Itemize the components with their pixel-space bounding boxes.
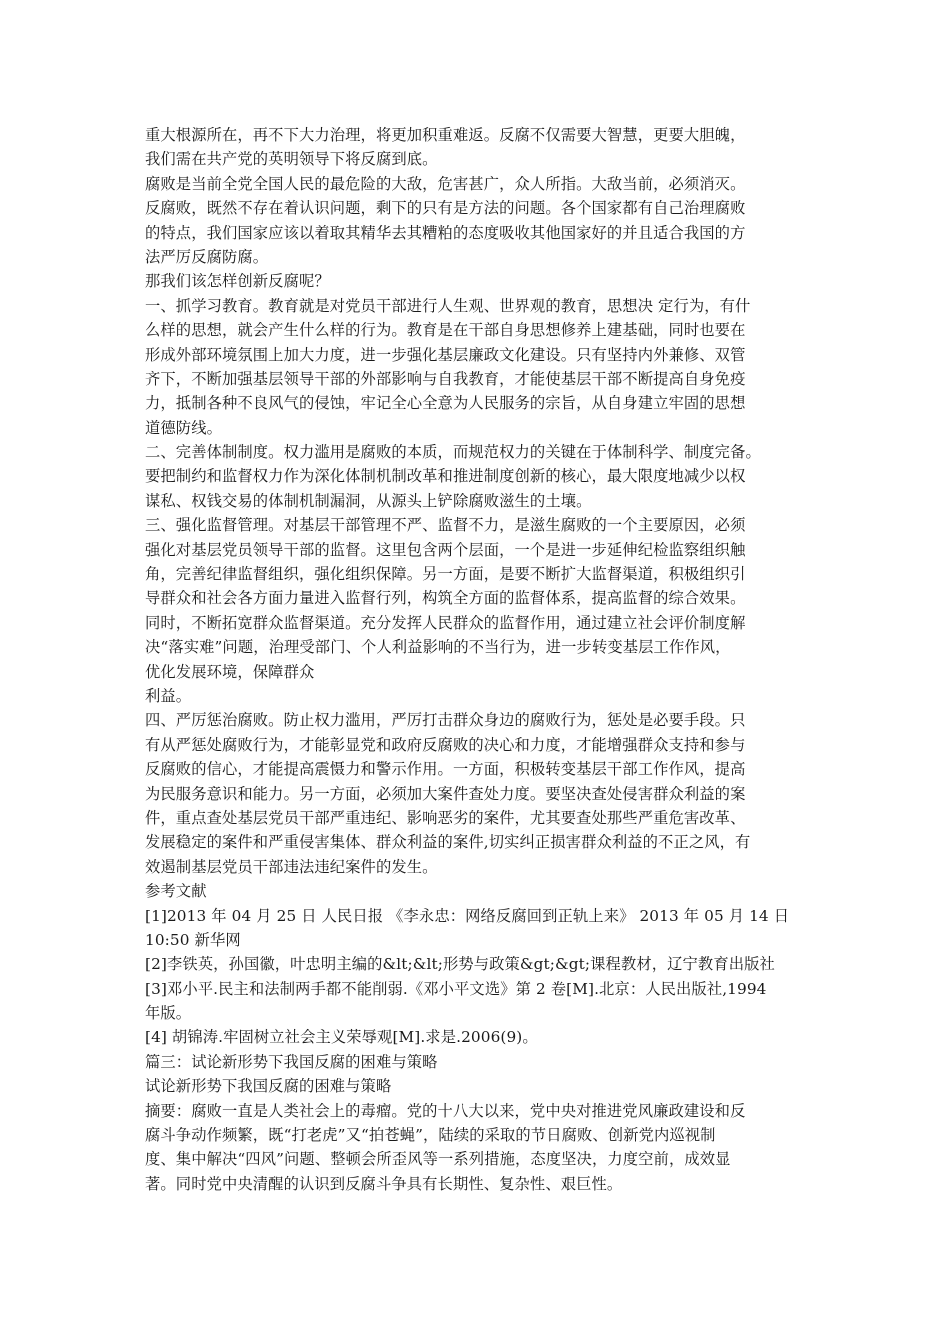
document-body xyxy=(145,123,817,1196)
text-line: 腐败是当前全党全国人民的最危险的大敌，危害甚广，众人所指。大敌当前，必须消灭。 xyxy=(145,174,746,193)
text-line: 有从严惩处腐败行为，才能彰显党和政府反腐败的决心和力度，才能增强群众支持和参与 xyxy=(145,735,746,754)
text-line: 重大根源所在，再不下大力治理，将更加积重难返。反腐不仅需要大智慧，更要大胆魄， xyxy=(145,126,746,144)
text-line: 决“落实难”问题，治理受部门、个人利益影响的不当行为，进一步转变基层工作作风， xyxy=(145,638,731,657)
text-line: 件，重点查处基层党员干部严重违纪、影响恶劣的案件，尤其要查处那些严重危害改革、 xyxy=(145,808,746,827)
text-line: 三、强化监督管理。对基层干部管理不严、监督不力，是滋生腐败的一个主要原因，必须 xyxy=(145,516,746,535)
text-line: 形成外部环境氛围上加大力度，进一步强化基层廉政文化建设。只有坚持内外兼修、双管 xyxy=(145,345,746,364)
text-line: 力，抵制各种不良风气的侵蚀，牢记全心全意为人民服务的宗旨，从自身建立牢固的思想 xyxy=(145,394,746,413)
text-line: 摘要：腐败一直是人类社会上的毒瘤。党的十八大以来，党中央对推进党风廉政建设和反 xyxy=(145,1101,746,1120)
text-line: [4] 胡锦涛.牢固树立社会主义荣辱观[M].求是.2006(9)。 xyxy=(145,1028,538,1047)
text-line: 么样的思想，就会产生什么样的行为。教育是在干部自身思想修养上建基础，同时也要在 xyxy=(145,321,746,340)
text-line: 优化发展环境，保障群众 xyxy=(145,662,315,681)
text-line: 篇三：试论新形势下我国反腐的困难与策略 xyxy=(145,1052,438,1071)
text-line: 腐斗争动作频繁，既“打老虎”又“拍苍蝇”，陆续的采取的节日腐败、创新党内巡视制 xyxy=(145,1126,716,1145)
text-line: 导群众和社会各方面力量进入监督行列，构筑全方面的监督体系，提高监督的综合效果。 xyxy=(145,589,746,608)
text-line: 著。同时党中央清醒的认识到反腐斗争具有长期性、复杂性、艰巨性。 xyxy=(145,1174,623,1193)
text-line: 四、严厉惩治腐败。防止权力滥用，严厉打击群众身边的腐败行为，惩处是必要手段。只 xyxy=(145,711,746,730)
text-line: 角，完善纪律监督组织，强化组织保障。另一方面，是要不断扩大监督渠道，积极组织引 xyxy=(145,565,746,584)
text-line: 10:50 新华网 xyxy=(145,930,241,949)
text-line: 发展稳定的案件和严重侵害集体、群众利益的案件,切实纠正损害群众利益的不正之风，有 xyxy=(145,833,751,852)
text-line: 要把制约和监督权力作为深化体制机制改革和推进制度创新的核心，最大限度地减少以权 xyxy=(145,467,746,486)
text-line: [2]李铁英，孙国徽，叶忠明主编的&lt;&lt;形势与政策&gt;&gt;课程教材，辽宁教育出版社 xyxy=(145,955,775,974)
text-line: [3]邓小平.民主和法制两手都不能削弱.《邓小平文选》第 2 卷[M].北京：人民出版社,1994 xyxy=(145,979,767,998)
text-line: 利益。 xyxy=(145,686,192,705)
text-line: 一、抓学习教育。教育就是对党员干部进行人生观、世界观的教育，思想决 定行为，有什 xyxy=(145,296,751,315)
text-line: 效遏制基层党员干部违法违纪案件的发生。 xyxy=(145,857,438,876)
text-line: 道德防线。 xyxy=(145,418,222,437)
text-line: 参考文献 xyxy=(145,882,207,901)
text-line: 试论新形势下我国反腐的困难与策略 xyxy=(145,1077,392,1096)
text-line: 反腐败，既然不存在着认识问题，剩下的只有是方法的问题。各个国家都有自己治理腐败 xyxy=(145,199,746,218)
text-line: 法严厉反腐防腐。 xyxy=(145,247,269,266)
text-line: [1]2013 年 04 月 25 日 人民日报 《李永忠：网络反腐回到正轨上来》 2013 年 05 月 14 日 xyxy=(145,906,790,925)
text-line: 的特点，我们国家应该以着取其精华去其糟粕的态度吸收其他国家好的并且适合我国的方 xyxy=(145,223,746,242)
text-line: 齐下，不断加强基层领导干部的外部影响与自我教育，才能使基层干部不断提高自身免疫 xyxy=(145,369,746,388)
text-line: 同时，不断拓宽群众监督渠道。充分发挥人民群众的监督作用，通过建立社会评价制度解 xyxy=(145,613,746,632)
text-line: 强化对基层党员领导干部的监督。这里包含两个层面，一个是进一步延伸纪检监察组织触 xyxy=(145,540,746,559)
text-line: 反腐败的信心，才能提高震慑力和警示作用。一方面，积极转变基层干部工作作风，提高 xyxy=(145,760,746,779)
text-line: 那我们该怎样创新反腐呢？ xyxy=(145,272,330,291)
text-line: 度、集中解决“四风”问题、整顿会所歪风等一系列措施，态度坚决，力度空前，成效显 xyxy=(145,1150,731,1169)
text-line: 年版。 xyxy=(145,1004,192,1023)
text-line: 我们需在共产党的英明领导下将反腐到底。 xyxy=(145,150,438,169)
text-line: 谋私、权钱交易的体制机制漏洞，从源头上铲除腐败滋生的土壤。 xyxy=(145,491,592,510)
text-line: 为民服务意识和能力。另一方面，必须加大案件查处力度。要坚决查处侵害群众利益的案 xyxy=(145,784,746,803)
text-line: 二、完善体制制度。权力滥用是腐败的本质，而规范权力的关键在于体制科学、制度完备。 xyxy=(145,443,761,462)
